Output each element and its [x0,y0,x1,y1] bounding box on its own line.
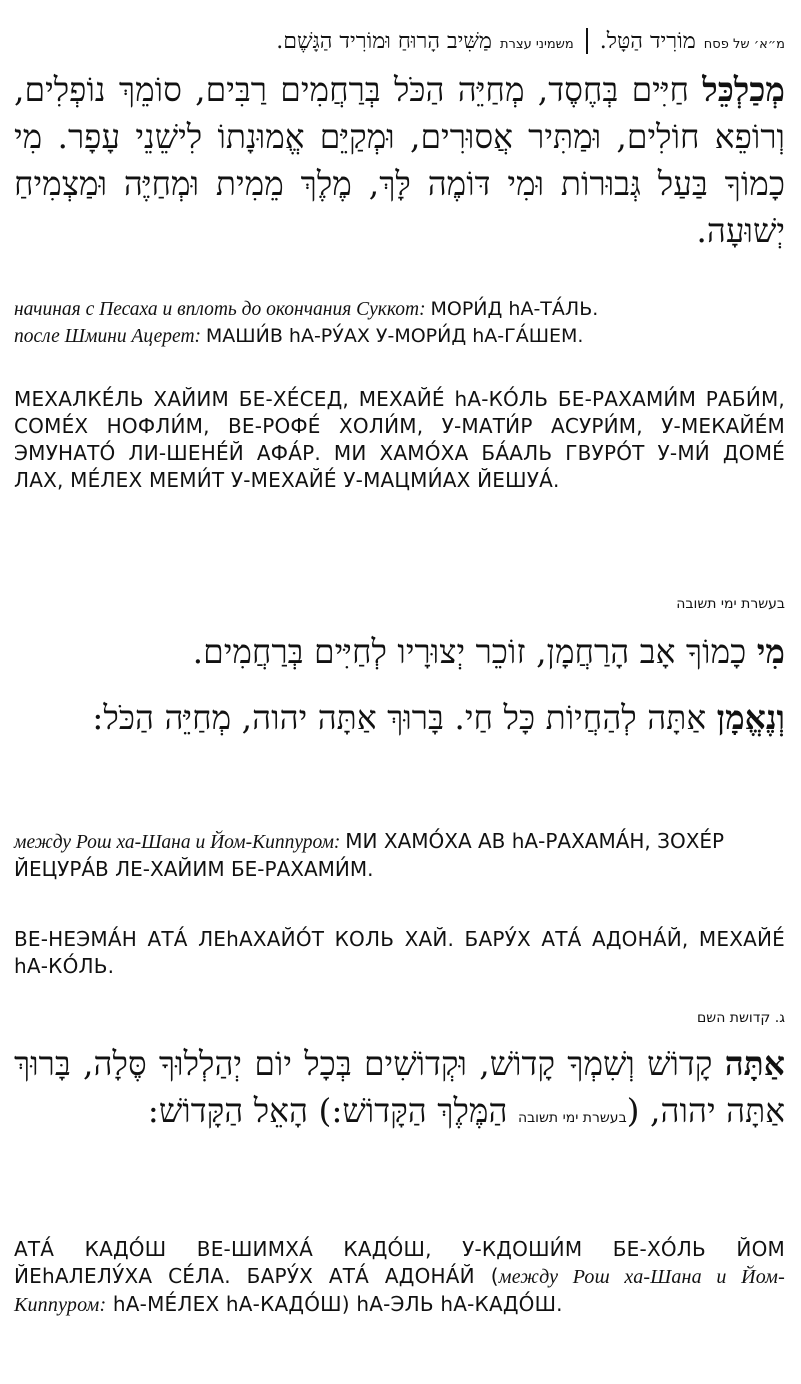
kedusha-paren-open: ( [626,1091,640,1130]
ru-note-aseret [14,828,785,884]
neeman-text: אַתָּה לְהַחֲיוֹת כָּל חַי. בָּרוּךְ אַתָּה יהוה, מְחַיֵּה הַכֹּל: [92,698,707,737]
ru-note-summer-line [14,296,785,323]
mi-kamocha-line [14,628,785,675]
kedusha-paren-text: הַמֶּלֶךְ הַקָּדוֹשׁ: [331,1091,508,1130]
gevurot-first-word: מְכַלְכֵּל [702,70,785,109]
divider [586,28,588,54]
summer-text: מוֹרִיד הַטָּל. [599,29,696,54]
ru-kedusha-text-2: hА-ЭЛЬ hА-КАДО́Ш. [356,1292,563,1316]
rain-dew-line [14,28,785,54]
kedusha-paragraph [14,1040,785,1142]
kedusha-text-2: הָאֵל הַקָּדוֹשׁ: [147,1091,308,1130]
ru-note-winter-text: МАШИ́В hА-РУ́АХ У-МОРИ́Д hА-ГА́ШЕМ. [205,325,584,347]
ru-note-dew-rain [14,296,785,350]
ru-transliteration-gevurot: МЕХАЛКЕ́ЛЬ ХАЙИМ БЕ-ХЕ́СЕД, МЕХАЙЕ́ hА-КО́ЛЬ БЕ-РАХАМИ́М РАБИ́М, СОМЕ́Х НОФЛИ́М, ВЕ-РОФЕ́ ХОЛИ́М, У-МАТИ́Р АСУРИ́М, У-МЕКАЙЕ́М ЭМУНАТО́ ЛИ-ШЕНЕ́Й АФА́Р. МИ ХАМО́ХА БА́АЛЬ ГВУРО́Т У-МИ́ ДОМЕ́ ЛАХ, МЕ́ЛЕХ МЕМИ́Т У-МЕХАЙЕ́ У-МАЦМИ́АХ ЙЕШУА́. [14,387,785,492]
ru-kedusha-italic: между Рош ха-Шана и Йом-Киппуром: [14,1266,785,1316]
ru-note-summer-italic: начиная с Песаха и вплоть до окончания Суккот: [14,299,426,320]
ru-note-aseret-italic: между Рош ха-Шана и Йом-Киппуром: [14,832,341,853]
mi-kamocha-text: כָמוֹךָ אָב הָרַחֲמָן, זוֹכֵר יְצוּרָיו לְחַיִּים בְּרַחֲמִים. [192,632,747,671]
ru-note-aseret-text: МИ ХАМО́ХА АВ hА-РАХАМА́Н, ЗОХЕ́Р ЙЕЦУРА́В ЛЕ-ХАЙИМ БЕ-РАХАМИ́М. [14,829,725,881]
ru-note-winter-italic: после Шмини Ацерет: [14,326,202,347]
section-heading: ג. קדושת השם [697,1010,785,1026]
ru-kedusha-paren-text: hА-МЕ́ЛЕХ hА-КАДО́Ш) [112,1292,350,1316]
gevurot-text: חַיִּים בְּחֶסֶד, מְחַיֵּה הַכֹּל בְּרַחֲמִים רַבִּים, סוֹמֵךְ נוֹפְלִים, וְרוֹפֵא חוֹלִים, וּמַתִּיר אֲסוּרִים, וּמְקַיֵּם אֱמוּנָתוֹ לִישֵׁנֵי עָפָר. מִי כָמוֹךָ בַּעַל גְּבוּרוֹת וּמִי דּוֹמֶה לָּךְ, מֶלֶךְ מֵמִית וּמְחַיֶּה וּמַצְמִיחַ יְשׁוּעָה. [14,70,785,250]
ru-transliteration-neeman: ВЕ-НЕЭМА́Н АТА́ ЛЕhАХАЙО́Т КОЛЬ ХАЙ. БАРУ́Х АТА́ АДОНА́Й, МЕХАЙЕ́ hА-КО́ЛЬ. [14,927,785,978]
ru-note-winter-line [14,323,785,350]
ru-kedusha-text-1: АТА́ КАДО́Ш ВЕ-ШИМХА́ КАДО́Ш, У-КДОШИ́М БЕ-ХО́ЛЬ ЙОМ ЙЕhАЛЕЛУ́ХА СЕ́ЛА. БАРУ́Х АТА́ АДОНА́Й [14,1237,785,1288]
kedusha-text-1: קָדוֹשׁ וְשִׁמְךָ קָדוֹשׁ, וּקְדוֹשִׁים בְּכָל יוֹם יְהַלְלוּךָ סֶּלָה, בָּרוּךְ אַתָּה יהוה, [14,1044,785,1130]
gevurot-paragraph [14,66,785,254]
kedusha-paren-close: ) [318,1091,332,1130]
summer-label: מ״א׳ של פסח [703,37,785,52]
winter-text: מַשִּׁיב הָרוּחַ וּמוֹרִיד הַגָּשֶׁם. [276,29,492,54]
neeman-paragraph [14,694,785,741]
ru-note-summer-text: МОРИ́Д hА-ТА́ЛЬ. [430,298,599,320]
winter-label: משמיני עצרת [499,37,574,52]
kedusha-paren-label: בעשרת ימי תשובה [517,1110,627,1126]
mi-kamocha-first-word: מִי [756,632,785,671]
ru-transliteration-kedusha [14,1236,785,1319]
ru-kedusha-paren-open: ( [490,1264,499,1288]
kedusha-first-word: אַתָּה [724,1044,785,1083]
aseret-yemei-teshuva-label: בעשרת ימי תשובה [676,596,785,612]
neeman-first-word: וְנֶאֱמָן [716,698,785,737]
